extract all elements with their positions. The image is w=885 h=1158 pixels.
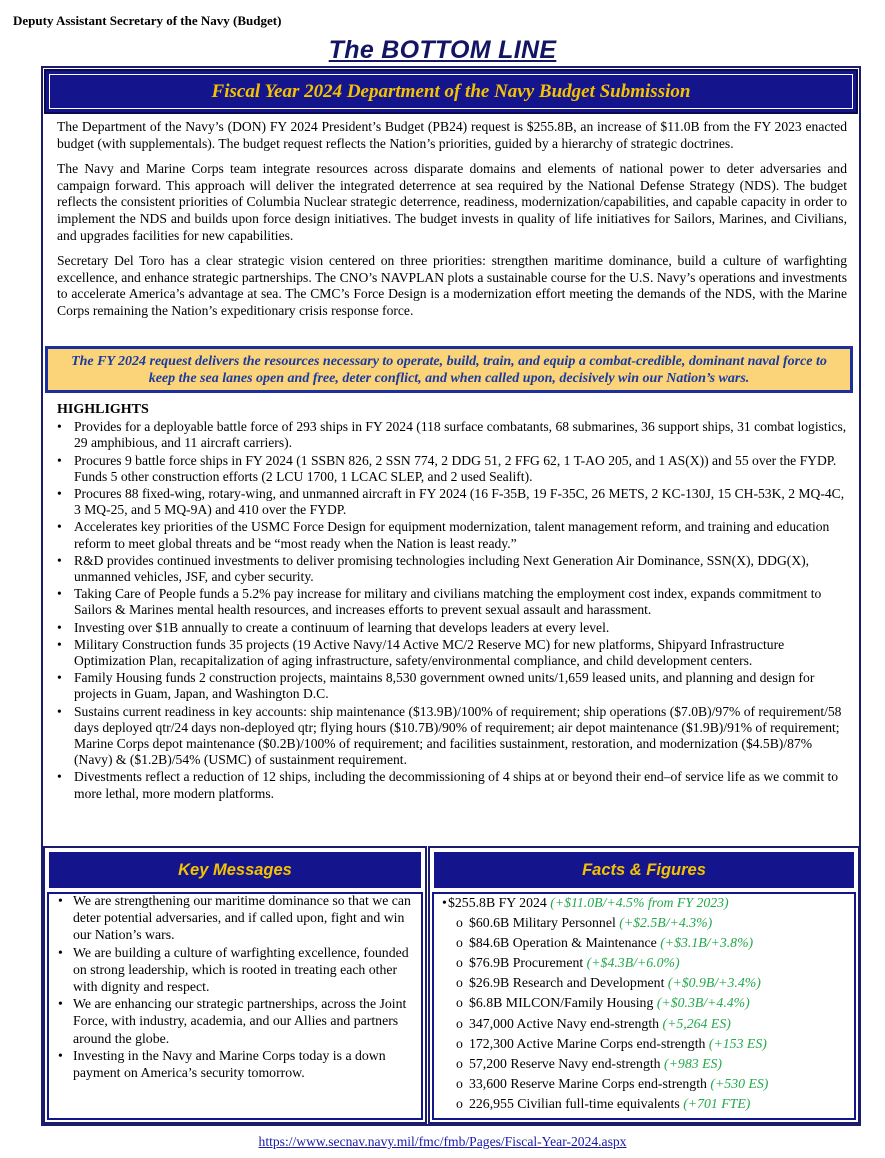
page-title: The BOTTOM LINE [328, 36, 557, 64]
fact-item: o $60.6B Military Personnel (+$2.5B/+4.3%) [456, 915, 713, 931]
intro-paragraph: Secretary Del Toro has a clear strategic vision centered on three priorities: strengthen maritime dominance, build a culture of warfighting excellence, and enhance strategic partnerships. The CNO’s NAVPLAN plots a sustainable course for the U.S. Navy’s operations and investments to accelerate America’s advantage at sea. The CMC’s Force Design is a modernization effort meeting the demands of the NDS, with the Marine Corps remaining the Nation’s expeditionary crisis response force. [57, 253, 847, 318]
fact-item: o 33,600 Reserve Marine Corps end-strength (+530 ES) [456, 1075, 769, 1091]
fact-item: o 347,000 Active Navy end-strength (+5,264 ES) [456, 1015, 731, 1031]
fact-item: o $76.9B Procurement (+$4.3B/+6.0%) [456, 955, 680, 971]
callout-box [45, 346, 853, 393]
fact-item: o 57,200 Reserve Navy end-strength (+983 ES) [456, 1055, 723, 1071]
list-item: • Sustains current readiness in key accounts: ship maintenance ($13.9B)/100% of requirement; ship operations ($7.0B)/97% of requirement/58 days deployed qtr/24 days non-deployed qtr; flying hours ($10.7B)/90% of requirement; air depot maintenance ($1.9B)/91% of requirement; Marine Corps depot maintenance ($0.2B)/100% of requirement; and facilities sustainment, restoration, and modernization ($4.5B)/87% (Navy) & ($1.2B)/54% (USMC) of sustainment requirement. [57, 703, 842, 768]
intro-paragraph: The Navy and Marine Corps team integrate resources across disparate domains and elements of national power to deter adversaries and campaign forward. This approach will deliver the integrated deterrence at sea required by the National Defense Strategy (NDS). The budget reflects the consistent priorities of Columbia Nuclear strategic deterrence, readiness, modernization/capabilities, and capable capacity in order to implement the NDS and builds upon force design initiatives. The budget invests in quality of life initiatives for Sailors, Marines, and Civilians, and upgrades facilities for new capabilities. [57, 161, 847, 243]
list-item: • Family Housing funds 2 construction projects, maintains 8,530 government owned units/1,659 leased units, and planning and design for projects in Guam, Japan, and Washington D.C. [57, 670, 815, 702]
list-item: • We are enhancing our strategic partnerships, across the Joint Force, with industry, academia, and our Allies and partners around the globe. [58, 996, 407, 1046]
title-banner [44, 69, 858, 114]
fact-item: o $84.6B Operation & Maintenance (+$3.1B/+3.8%) [456, 935, 754, 951]
highlights-list [57, 419, 847, 802]
banner-title: Fiscal Year 2024 Department of the Navy Budget Submission [211, 80, 691, 102]
list-item: • Provides for a deployable battle force of 293 ships in FY 2024 (118 surface combatants, 68 submarines, 36 support ships, 31 combat logistics, 29 amphibious, and 11 aircraft carriers). [57, 419, 847, 451]
fact-item: o $6.8B MILCON/Family Housing (+$0.3B/+4.4%) [456, 995, 750, 1011]
fact-item: o 226,955 Civilian full-time equivalents (+701 FTE) [456, 1095, 751, 1111]
list-item: • We are building a culture of warfighting excellence, founded on strong leadership, which is rooted in treating each other with dignity and respect. [58, 944, 409, 995]
list-item: • Military Construction funds 35 projects (19 Active Navy/14 Active MC/2 Reserve MC) for new platforms, Shipyard Infrastructure Optimization Plan, recapitalization of aging infrastructure, safety/environmental compliance, and child development centers. [57, 636, 785, 669]
fact-item: o $26.9B Research and Development (+$0.9B/+3.4%) [456, 975, 761, 991]
facts-figures-title: Facts & Figures [432, 850, 856, 890]
fact-total: • $255.8B FY 2024 (+$11.0B/+4.5% from FY 2023) [442, 895, 729, 910]
facts-figures-list [442, 893, 852, 1114]
list-item: • Accelerates key priorities of the USMC Force Design for equipment modernization, talent management reform, and training and education reform to meet global threats and be “most ready when the Nation is least ready.” [57, 519, 830, 551]
list-item: • Investing over $1B annually to create a continuum of learning that develops leaders at every level. [57, 619, 610, 635]
list-item: • Investing in the Navy and Marine Corps today is a down payment on America’s security tomorrow. [58, 1047, 386, 1081]
callout-text: The FY 2024 request delivers the resources necessary to operate, build, train, and equip a combat-credible, dominant naval force to keep the sea lanes open and free, deter conflict, and when called upon, decisively win our Nation’s wars. [71, 353, 827, 386]
key-messages-title: Key Messages [47, 850, 423, 890]
highlights-title: HIGHLIGHTS [57, 402, 149, 417]
list-item: • Procures 88 fixed-wing, rotary-wing, and unmanned aircraft in FY 2024 (16 F-35B, 19 F-35C, 26 METS, 2 KC-130J, 15 CH-53K, 2 MQ-4C, 3 MQ-25, and 5 MQ-9A) and 410 over the FYDP. [57, 486, 845, 518]
highlights-section [57, 402, 847, 803]
key-messages-list [56, 892, 418, 1081]
fact-item: o 172,300 Active Marine Corps end-strength (+153 ES) [456, 1035, 767, 1051]
footer-link[interactable]: https://www.secnav.navy.mil/fmc/fmb/Pages/Fiscal-Year-2024.aspx [258, 1134, 627, 1149]
list-item: • We are strengthening our maritime dominance so that we can deter potential adversaries, and if called upon, fight and win our Nation’s wars. [58, 893, 411, 943]
list-item: • Divestments reflect a reduction of 12 ships, including the decommissioning of 4 ships at or beyond their end–of service life as we commit to more lethal, more modern platforms. [57, 769, 839, 801]
list-item: • R&D provides continued investments to deliver promising technologies including Next Generation Air Dominance, SSN(X), DDG(X), unmanned vehicles, JSF, and cyber security. [57, 552, 810, 585]
intro-paragraph: The Department of the Navy’s (DON) FY 2024 President’s Budget (PB24) request is $255.8B, an increase of $11.0B from the FY 2023 enacted budget (with supplementals). The budget request reflects the Nation’s priorities, guided by a hierarchy of strategic doctrines. [57, 119, 847, 151]
intro-section [57, 119, 847, 329]
list-item: • Procures 9 battle force ships in FY 2024 (1 SSBN 826, 2 SSN 774, 2 DDG 51, 2 FFG 62, 1 T-AO 205, and 1 AS(X)) and 55 over the FYDP. Funds 5 other construction efforts (2 LCU 1700, 1 LCAC SLEP, and 2 used Sealift). [57, 452, 837, 484]
office-name: Deputy Assistant Secretary of the Navy (Budget) [13, 13, 282, 28]
list-item: • Taking Care of People funds a 5.2% pay increase for military and civilians matching the employment cost index, expands commitment to Sailors & Marines mental health resources, and increases efforts to prevent sexual assault and harassment. [57, 586, 822, 618]
